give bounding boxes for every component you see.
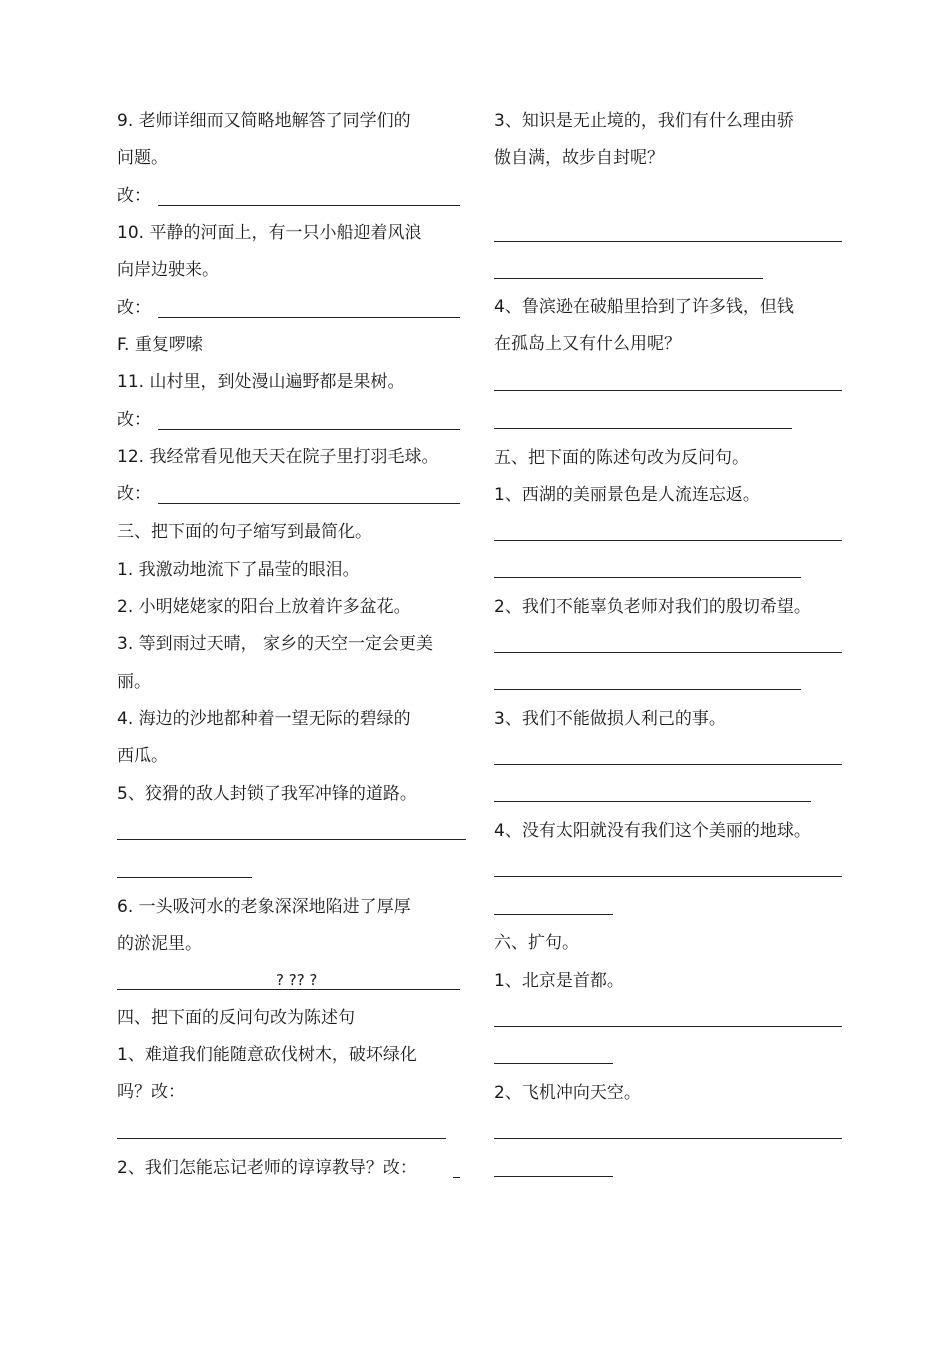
answer-line[interactable]	[494, 764, 842, 765]
answer-label: 改：	[117, 186, 151, 206]
answer-line[interactable]	[494, 876, 842, 877]
answer-line[interactable]	[117, 877, 252, 878]
answer-line[interactable]	[494, 540, 842, 541]
answer-line[interactable]	[494, 241, 842, 242]
answer-line[interactable]	[158, 205, 460, 206]
answer-line[interactable]	[494, 577, 801, 578]
sentence-5-1: 1、西湖的美丽景色是人流连忘返。	[494, 485, 760, 505]
answer-line[interactable]	[117, 839, 466, 840]
question-9-line1: 9. 老师详细而又简略地解答了同学们的	[117, 111, 411, 131]
sentence-4-1-line1: 1、难道我们能随意砍伐树木，破坏绿化	[117, 1045, 417, 1065]
answer-line[interactable]	[158, 503, 460, 504]
answer-line[interactable]	[494, 428, 792, 429]
section-heading-4: 四、把下面的反问句改为陈述句	[117, 1008, 355, 1028]
section-heading-3: 三、把下面的句子缩写到最简化。	[117, 522, 372, 542]
sentence-6-2: 2、飞机冲向天空。	[494, 1083, 641, 1103]
answer-line[interactable]	[494, 914, 613, 915]
sentence-4-4-line1: 4、鲁滨逊在破船里拾到了许多钱，但钱	[494, 297, 794, 317]
answer-line[interactable]	[494, 689, 801, 690]
answer-line[interactable]	[158, 317, 460, 318]
sentence-3-3-line1: 3. 等到雨过天晴， 家乡的天空一定会更美	[117, 634, 434, 654]
answer-label: 改：	[117, 484, 151, 504]
answer-line[interactable]	[453, 1177, 460, 1178]
answer-line[interactable]	[494, 278, 763, 279]
sentence-3-1: 1. 我激动地流下了晶莹的眼泪。	[117, 560, 360, 580]
sentence-3-6-line2: 的淤泥里。	[117, 934, 202, 954]
sentence-3-5: 5、狡猾的敌人封锁了我军冲锋的道路。	[117, 784, 417, 804]
answer-label: 改：	[117, 298, 151, 318]
section-heading-f: F. 重复啰嗦	[117, 335, 203, 355]
sentence-4-3-line1: 3、知识是无止境的，我们有什么理由骄	[494, 111, 794, 131]
answer-marks: ? ?? ?	[276, 971, 318, 989]
question-11: 11. 山村里，到处漫山遍野都是果树。	[117, 372, 405, 392]
sentence-4-4-line2: 在孤岛上又有什么用呢？	[494, 334, 681, 354]
sentence-3-4-line2: 西瓜。	[117, 746, 168, 766]
sentence-4-2: 2、我们怎能忘记老师的谆谆教导？改：	[117, 1158, 417, 1178]
sentence-3-6-line1: 6. 一头吸河水的老象深深地陷进了厚厚	[117, 897, 411, 917]
sentence-4-1-line2: 吗？改：	[117, 1082, 185, 1102]
sentence-5-2: 2、我们不能辜负老师对我们的殷切希望。	[494, 597, 811, 617]
answer-line[interactable]	[117, 1138, 446, 1139]
answer-line[interactable]	[494, 1063, 613, 1064]
question-9-line2: 问题。	[117, 148, 168, 168]
answer-line[interactable]	[494, 652, 842, 653]
question-10-line2: 向岸边驶来。	[117, 260, 219, 280]
sentence-4-3-line2: 傲自满，故步自封呢？	[494, 148, 664, 168]
section-heading-5: 五、把下面的陈述句改为反问句。	[494, 448, 749, 468]
answer-line[interactable]	[494, 390, 842, 391]
sentence-3-2: 2. 小明姥姥家的阳台上放着许多盆花。	[117, 597, 411, 617]
sentence-5-3: 3、我们不能做损人利己的事。	[494, 709, 726, 729]
sentence-3-4-line1: 4. 海边的沙地都种着一望无际的碧绿的	[117, 709, 411, 729]
answer-line[interactable]	[494, 1176, 613, 1177]
answer-line[interactable]	[494, 801, 811, 802]
section-heading-6: 六、扩句。	[494, 933, 579, 953]
answer-line[interactable]	[158, 429, 460, 430]
question-12: 12. 我经常看见他天天在院子里打羽毛球。	[117, 447, 439, 467]
question-10-line1: 10. 平静的河面上，有一只小船迎着风浪	[117, 223, 422, 243]
sentence-5-4: 4、没有太阳就没有我们这个美丽的地球。	[494, 821, 811, 841]
answer-line[interactable]	[494, 1026, 842, 1027]
sentence-3-3-line2: 丽。	[117, 672, 151, 692]
answer-line[interactable]	[494, 1138, 842, 1139]
sentence-6-1: 1、北京是首都。	[494, 971, 624, 991]
answer-label: 改：	[117, 410, 151, 430]
